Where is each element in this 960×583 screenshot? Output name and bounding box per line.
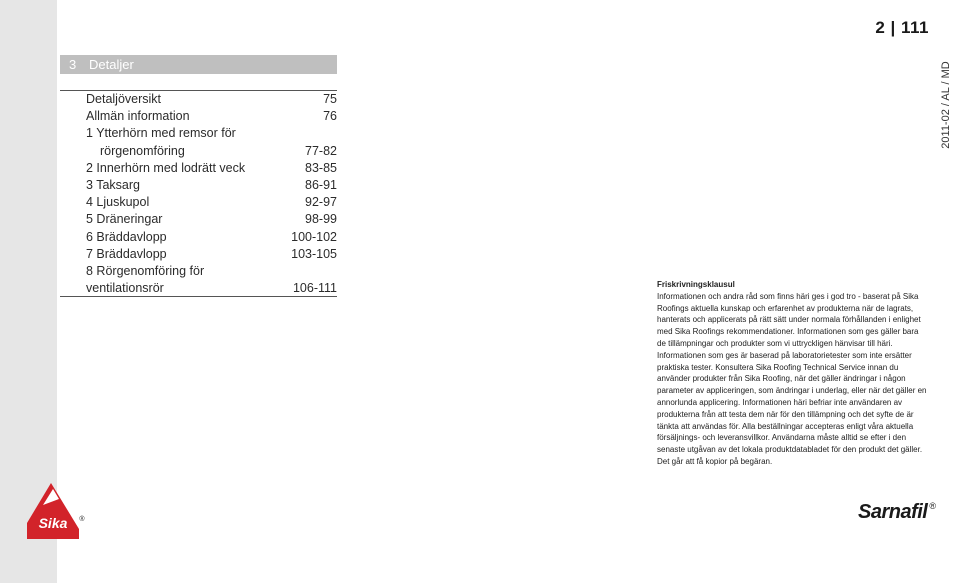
toc-item-label: 6 Bräddavlopp [86,229,167,244]
sika-registered-mark: ® [79,516,85,523]
toc-item-label: rörgenomföring [100,143,185,158]
toc-item[interactable] [60,108,337,125]
toc-item-label: 5 Dräneringar [86,212,163,227]
disclaimer-title: Friskrivningsklausul [657,280,735,289]
toc-item[interactable] [60,229,337,246]
toc-item[interactable] [60,263,337,297]
sika-logo [23,483,85,545]
toc-item-pages: 100-102 [291,229,337,244]
toc-item-pages: 77-82 [305,143,337,158]
toc-bottom-rule [60,296,337,297]
toc-item-pages: 75 [323,92,337,106]
toc-item-pages: 76 [323,109,337,124]
table-of-contents [60,90,337,297]
sarnafil-logo-text: Sarnafil [858,501,928,523]
toc-item-pages: 106-111 [292,281,337,296]
section-number: 3 [69,57,77,72]
toc-item-label: 7 Bräddavlopp [86,246,167,261]
toc-item-pages: 103-105 [291,246,337,261]
page-number: 2 | 111 [875,18,929,37]
section-title: Detaljer [89,57,134,72]
section-header [60,55,337,74]
toc-item[interactable] [60,160,337,177]
toc-item[interactable] [60,91,337,108]
disclaimer [657,279,927,468]
sika-logo-graphic [23,483,85,545]
sika-logo-text: Sika [38,515,68,531]
sarnafil-logo [858,501,936,524]
toc-item-pages: 92-97 [305,195,337,210]
toc-item[interactable] [60,125,337,142]
toc-item-pages: 98-99 [305,212,337,227]
disclaimer-body: Informationen och andra råd som finns häri ges i god tro - baserat på Sika Roofings aktuella kunskap och erfarenhet av produkterna när de lagrats, hanterats och applicerats på rätt sätt under normala förhållanden i enlighet med Sika Roofings rekommendationer. Informationen som ges gäller bara de tillämpningar och produkter som vi uttryckligen hänvisar till häri. Informationen som ges är baserad på laboratorietester som inte ersätter praktiska tester. Konsultera Sika Roofing Technical Service innan du använder produkter från Sika Roofing, när det gäller ändringar i någon parameter av appliceringen, som ändringar i underlag, eller när det gäller en annorlunda applicering. Informationen häri befriar inte användaren av produkterna från att testa dem när för den tillämpning och det syfte de är tänkta att användas för. Alla beställningar accepteras enligt våra aktuella försäljnings- och leveransvillkor. Användarna måste alltid se efter i den senaste utgåvan av det lokala produktdatabladet för den produkt det gäller. Det går att få kopior på begäran. [657,291,927,466]
toc-item-label: 8 Rörgenomföring för ventilationsrör [86,264,205,296]
sarnafil-registered-mark: ® [929,501,936,511]
toc-item-pages: 86-91 [305,178,337,193]
toc-item[interactable] [60,246,337,263]
toc-item[interactable] [60,177,337,194]
toc-item-label: Detaljöversikt [86,92,162,106]
toc-item[interactable] [60,194,337,211]
toc-item-pages: 83-85 [305,160,337,175]
toc-item-label: 3 Taksarg [86,178,140,193]
document-code: 2011-02 / AL / MD [940,61,952,149]
toc-item[interactable] [60,211,337,228]
toc-item-label: 1 Ytterhörn med remsor för [86,126,236,141]
toc-item-label: Allmän information [86,109,190,124]
toc-item[interactable] [60,143,337,160]
toc-item-label: 2 Innerhörn med lodrätt veck [86,160,246,175]
toc-item-label: 4 Ljuskupol [86,195,150,210]
